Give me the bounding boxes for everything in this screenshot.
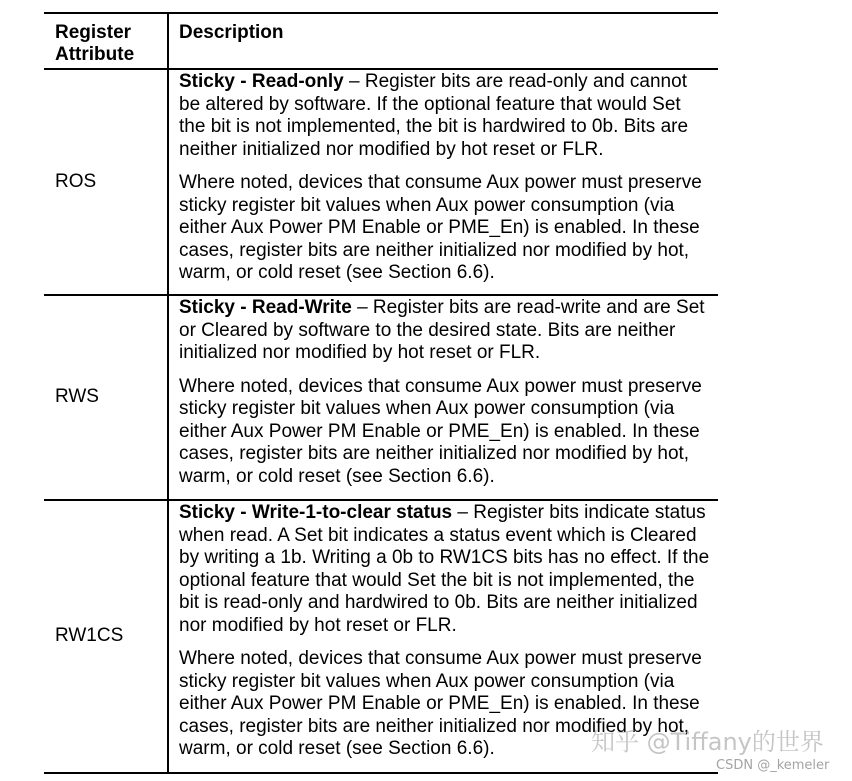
table-header	[44, 13, 718, 69]
table-row-rws	[44, 295, 718, 500]
description-paragraph	[179, 297, 712, 365]
description-paragraph	[179, 71, 712, 161]
attribute-cell: RW1CS	[44, 500, 168, 773]
attribute-cell: ROS	[44, 69, 168, 295]
description-text: – Register bits indicate status when read. A Set bit indicates a status event which is Cleared by writing a 1b. Writing a 0b to RW1CS bits has no effect. If the optional feature that would Set the bit is not implemented, the bit is read-only and hardwired to 0b. Bits are neither initialized nor modified by hot reset or FLR.	[179, 502, 710, 636]
register-attribute-table	[44, 12, 718, 774]
header-attribute-line2: Attribute	[55, 44, 135, 65]
header-register-attribute	[44, 13, 168, 69]
attribute-term: Sticky - Read-only	[179, 71, 344, 92]
watermark-csdn: CSDN @_kemeler	[716, 758, 830, 773]
description-text: – Register bits are read-only and cannot be altered by software. If the optional feature that would Set the bit is not implemented, the bit is hardwired to 0b. Bits are neither initialized nor modified by hot reset or FLR.	[179, 71, 689, 160]
header-attribute-line1: Register	[55, 22, 132, 43]
table-row-ros	[44, 69, 718, 295]
header-row	[44, 13, 718, 69]
description-paragraph	[179, 502, 712, 637]
attribute-cell: RWS	[44, 295, 168, 500]
aux-power-paragraph: Where noted, devices that consume Aux power must preserve sticky register bit values when Aux power consumption (via either Aux Power PM Enable or PME_En) is enabled. In these cases, register bits are neither initialized nor modified by hot, warm, or cold reset (see Section 6.6).	[179, 172, 702, 283]
description-cell	[168, 69, 718, 295]
table-body	[44, 69, 718, 773]
watermark-zhihu: 知乎 @Tiffany的世界	[591, 728, 824, 756]
header-description: Description	[168, 13, 718, 69]
description-text: – Register bits are read-write and are Set or Cleared by software to the desired state. Bits are neither initialized nor modified by hot reset or FLR.	[179, 297, 705, 363]
attribute-term: Sticky - Write-1-to-clear status	[179, 502, 453, 523]
attribute-term: Sticky - Read-Write	[179, 297, 352, 318]
aux-power-paragraph: Where noted, devices that consume Aux power must preserve sticky register bit values when Aux power consumption (via either Aux Power PM Enable or PME_En) is enabled. In these cases, register bits are neither initialized nor modified by hot, warm, or cold reset (see Section 6.6).	[179, 648, 702, 759]
description-cell	[168, 295, 718, 500]
aux-power-paragraph: Where noted, devices that consume Aux power must preserve sticky register bit values when Aux power consumption (via either Aux Power PM Enable or PME_En) is enabled. In these cases, register bits are neither initialized nor modified by hot, warm, or cold reset (see Section 6.6).	[179, 375, 702, 487]
